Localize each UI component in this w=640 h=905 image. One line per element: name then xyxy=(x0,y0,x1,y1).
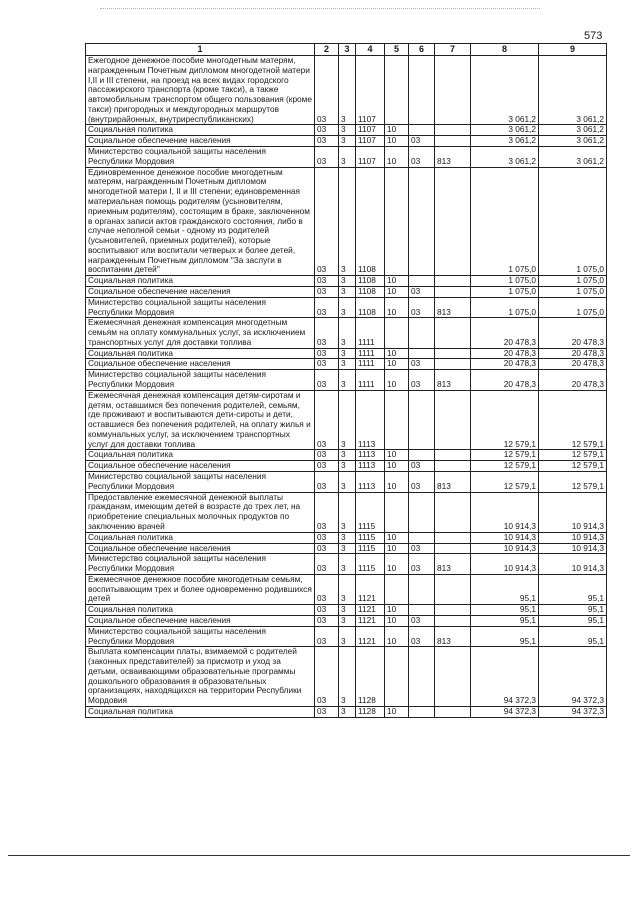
table-row xyxy=(86,472,607,493)
row-value-cell: 03 xyxy=(315,390,339,450)
row-name-cell: Министерство социальной защиты населения Республики Мордовия xyxy=(86,554,315,575)
row-value-cell: 10 xyxy=(385,707,409,718)
row-value-cell: 1111 xyxy=(356,370,385,391)
row-value-cell: 10 914,3 xyxy=(471,543,539,554)
row-value-cell xyxy=(435,359,471,370)
row-value-cell: 03 xyxy=(409,543,435,554)
table-row xyxy=(86,554,607,575)
row-value-cell: 1111 xyxy=(356,348,385,359)
row-value-cell: 03 xyxy=(315,707,339,718)
table-row xyxy=(86,390,607,450)
row-value-cell: 1111 xyxy=(356,318,385,348)
row-value-cell: 1108 xyxy=(356,286,385,297)
row-value-cell xyxy=(435,450,471,461)
row-value-cell: 3 061,2 xyxy=(539,147,607,168)
row-name-cell: Социальная политика xyxy=(86,605,315,616)
row-value-cell: 10 xyxy=(385,136,409,147)
row-value-cell: 813 xyxy=(435,554,471,575)
row-value-cell xyxy=(409,647,435,707)
row-name-cell: Ежемесячная денежная компенсация многодетным семьям на оплату коммунальных услуг, за исключением транспортных услуг для доставки топлива xyxy=(86,318,315,348)
row-value-cell xyxy=(409,167,435,276)
column-header: 2 xyxy=(315,44,339,56)
row-value-cell: 3 xyxy=(339,390,356,450)
row-value-cell: 10 914,3 xyxy=(471,492,539,532)
row-name-cell: Социальное обеспечение населения xyxy=(86,359,315,370)
row-value-cell: 03 xyxy=(409,286,435,297)
row-value-cell xyxy=(385,574,409,604)
table-row xyxy=(86,450,607,461)
row-value-cell: 95,1 xyxy=(471,605,539,616)
row-value-cell: 1115 xyxy=(356,492,385,532)
bottom-scan-rule xyxy=(8,855,630,856)
row-value-cell: 03 xyxy=(315,276,339,287)
row-value-cell: 94 372,3 xyxy=(471,707,539,718)
row-value-cell: 03 xyxy=(409,359,435,370)
row-value-cell: 3 xyxy=(339,359,356,370)
row-value-cell: 1108 xyxy=(356,297,385,318)
row-value-cell: 3 xyxy=(339,707,356,718)
row-value-cell: 03 xyxy=(315,543,339,554)
column-header: 1 xyxy=(86,44,315,56)
table-row xyxy=(86,647,607,707)
row-value-cell: 03 xyxy=(315,615,339,626)
row-value-cell xyxy=(435,167,471,276)
row-value-cell: 03 xyxy=(315,348,339,359)
row-value-cell: 03 xyxy=(315,532,339,543)
row-value-cell xyxy=(435,318,471,348)
row-value-cell: 20 478,3 xyxy=(471,318,539,348)
row-value-cell: 813 xyxy=(435,370,471,391)
row-value-cell: 1 075,0 xyxy=(471,297,539,318)
row-value-cell: 10 xyxy=(385,626,409,647)
row-value-cell: 1107 xyxy=(356,147,385,168)
row-value-cell xyxy=(409,450,435,461)
row-value-cell: 03 xyxy=(315,574,339,604)
row-value-cell: 12 579,1 xyxy=(471,472,539,493)
table-row xyxy=(86,605,607,616)
row-value-cell: 10 914,3 xyxy=(539,492,607,532)
row-value-cell: 12 579,1 xyxy=(539,472,607,493)
row-value-cell: 94 372,3 xyxy=(539,707,607,718)
table-row xyxy=(86,543,607,554)
row-value-cell xyxy=(435,136,471,147)
page-number: 573 xyxy=(584,30,603,42)
table-row xyxy=(86,56,607,125)
column-header: 6 xyxy=(409,44,435,56)
row-value-cell: 3 xyxy=(339,297,356,318)
row-value-cell: 95,1 xyxy=(539,626,607,647)
row-name-cell: Предоставление ежемесячной денежной выплаты гражданам, имеющим детей в возрасте до трех лет, на приобретение специальных молочных продуктов по заключению врачей xyxy=(86,492,315,532)
row-value-cell: 3 xyxy=(339,461,356,472)
row-value-cell: 3 xyxy=(339,147,356,168)
row-value-cell: 1107 xyxy=(356,136,385,147)
row-value-cell xyxy=(409,574,435,604)
row-value-cell: 3 xyxy=(339,125,356,136)
row-value-cell xyxy=(409,56,435,125)
row-value-cell: 3 xyxy=(339,450,356,461)
row-value-cell xyxy=(385,390,409,450)
row-value-cell: 03 xyxy=(409,626,435,647)
row-value-cell: 1 075,0 xyxy=(539,297,607,318)
row-name-cell: Социальная политика xyxy=(86,532,315,543)
row-value-cell: 3 xyxy=(339,615,356,626)
row-value-cell: 1107 xyxy=(356,56,385,125)
row-value-cell: 3 061,2 xyxy=(471,147,539,168)
row-value-cell: 03 xyxy=(409,370,435,391)
row-value-cell xyxy=(435,492,471,532)
row-value-cell: 03 xyxy=(409,615,435,626)
table-row xyxy=(86,136,607,147)
row-value-cell: 10 914,3 xyxy=(539,554,607,575)
row-value-cell: 3 xyxy=(339,348,356,359)
table-row xyxy=(86,318,607,348)
row-value-cell: 1107 xyxy=(356,125,385,136)
row-value-cell xyxy=(435,543,471,554)
row-value-cell: 95,1 xyxy=(539,605,607,616)
table-row xyxy=(86,615,607,626)
row-value-cell: 20 478,3 xyxy=(539,359,607,370)
row-value-cell: 3 061,2 xyxy=(539,56,607,125)
table-row xyxy=(86,532,607,543)
row-value-cell: 95,1 xyxy=(471,615,539,626)
row-value-cell: 3 061,2 xyxy=(471,125,539,136)
table-row xyxy=(86,125,607,136)
row-value-cell: 03 xyxy=(315,286,339,297)
table-body xyxy=(86,56,607,718)
row-value-cell: 3 061,2 xyxy=(471,136,539,147)
row-value-cell: 1121 xyxy=(356,615,385,626)
row-value-cell: 3 xyxy=(339,472,356,493)
row-value-cell: 3 xyxy=(339,605,356,616)
row-name-cell: Министерство социальной защиты населения Республики Мордовия xyxy=(86,370,315,391)
row-value-cell: 3 xyxy=(339,318,356,348)
row-value-cell xyxy=(435,605,471,616)
row-value-cell: 10 xyxy=(385,461,409,472)
row-value-cell xyxy=(409,605,435,616)
row-name-cell: Ежемесячное денежное пособие многодетным семьям, воспитывающим трех и более одновременно родившихся детей xyxy=(86,574,315,604)
row-value-cell: 1113 xyxy=(356,472,385,493)
row-value-cell xyxy=(409,125,435,136)
row-value-cell: 03 xyxy=(315,450,339,461)
table-row xyxy=(86,276,607,287)
row-value-cell: 1121 xyxy=(356,605,385,616)
row-value-cell: 03 xyxy=(315,297,339,318)
row-value-cell: 10 914,3 xyxy=(539,543,607,554)
row-name-cell: Социальное обеспечение населения xyxy=(86,461,315,472)
row-value-cell xyxy=(435,574,471,604)
row-value-cell: 1115 xyxy=(356,543,385,554)
row-value-cell xyxy=(409,707,435,718)
row-value-cell: 94 372,3 xyxy=(471,647,539,707)
row-name-cell: Социальная политика xyxy=(86,276,315,287)
row-name-cell: Социальная политика xyxy=(86,348,315,359)
row-name-cell: Министерство социальной защиты населения Республики Мордовия xyxy=(86,147,315,168)
row-value-cell: 20 478,3 xyxy=(471,370,539,391)
table-row xyxy=(86,297,607,318)
row-value-cell xyxy=(435,615,471,626)
row-value-cell xyxy=(409,532,435,543)
row-value-cell: 3 061,2 xyxy=(539,125,607,136)
row-value-cell: 3 061,2 xyxy=(539,136,607,147)
row-value-cell: 1113 xyxy=(356,461,385,472)
row-value-cell: 20 478,3 xyxy=(471,359,539,370)
row-value-cell: 10 xyxy=(385,605,409,616)
row-value-cell: 95,1 xyxy=(471,574,539,604)
table-row xyxy=(86,359,607,370)
row-value-cell: 95,1 xyxy=(539,615,607,626)
row-value-cell: 10 xyxy=(385,472,409,493)
row-value-cell xyxy=(385,492,409,532)
row-value-cell: 3 xyxy=(339,370,356,391)
row-value-cell: 03 xyxy=(409,472,435,493)
row-value-cell xyxy=(435,276,471,287)
row-value-cell: 12 579,1 xyxy=(471,450,539,461)
table-row xyxy=(86,167,607,276)
row-value-cell xyxy=(435,56,471,125)
row-value-cell: 1121 xyxy=(356,574,385,604)
row-value-cell: 03 xyxy=(315,147,339,168)
row-value-cell: 95,1 xyxy=(539,574,607,604)
row-value-cell: 1 075,0 xyxy=(539,286,607,297)
row-value-cell: 10 xyxy=(385,125,409,136)
row-value-cell: 10 xyxy=(385,297,409,318)
row-value-cell: 03 xyxy=(315,461,339,472)
row-value-cell: 03 xyxy=(409,147,435,168)
table-row xyxy=(86,461,607,472)
row-value-cell: 03 xyxy=(315,647,339,707)
row-name-cell: Министерство социальной защиты населения Республики Мордовия xyxy=(86,626,315,647)
row-value-cell: 3 xyxy=(339,56,356,125)
row-value-cell: 03 xyxy=(315,605,339,616)
row-value-cell: 20 478,3 xyxy=(471,348,539,359)
row-value-cell xyxy=(385,647,409,707)
row-value-cell: 1115 xyxy=(356,554,385,575)
row-value-cell: 813 xyxy=(435,472,471,493)
column-header: 7 xyxy=(435,44,471,56)
row-value-cell: 1111 xyxy=(356,359,385,370)
row-value-cell xyxy=(409,492,435,532)
row-value-cell: 813 xyxy=(435,297,471,318)
row-value-cell: 12 579,1 xyxy=(539,450,607,461)
row-value-cell: 1113 xyxy=(356,390,385,450)
row-value-cell: 94 372,3 xyxy=(539,647,607,707)
row-value-cell: 10 xyxy=(385,370,409,391)
column-header: 5 xyxy=(385,44,409,56)
budget-table xyxy=(85,43,607,718)
row-value-cell: 10 xyxy=(385,532,409,543)
row-value-cell: 1 075,0 xyxy=(471,286,539,297)
row-name-cell: Социальное обеспечение населения xyxy=(86,286,315,297)
row-value-cell: 10 914,3 xyxy=(471,554,539,575)
row-value-cell: 813 xyxy=(435,147,471,168)
row-value-cell xyxy=(385,56,409,125)
table-header-row xyxy=(86,44,607,56)
row-value-cell: 10 xyxy=(385,286,409,297)
row-value-cell xyxy=(409,318,435,348)
row-value-cell xyxy=(435,390,471,450)
row-value-cell: 10 xyxy=(385,147,409,168)
row-value-cell: 03 xyxy=(315,359,339,370)
row-value-cell: 03 xyxy=(315,472,339,493)
row-value-cell: 03 xyxy=(315,56,339,125)
row-value-cell: 03 xyxy=(315,492,339,532)
row-value-cell: 1108 xyxy=(356,276,385,287)
row-value-cell: 3 xyxy=(339,554,356,575)
row-value-cell: 1 075,0 xyxy=(539,167,607,276)
row-value-cell: 1 075,0 xyxy=(539,276,607,287)
row-value-cell: 03 xyxy=(315,125,339,136)
top-scan-rule xyxy=(100,8,540,9)
row-value-cell: 03 xyxy=(315,318,339,348)
row-value-cell: 1113 xyxy=(356,450,385,461)
row-value-cell: 10 xyxy=(385,543,409,554)
row-value-cell: 20 478,3 xyxy=(539,348,607,359)
row-value-cell: 12 579,1 xyxy=(539,461,607,472)
row-value-cell: 1 075,0 xyxy=(471,276,539,287)
row-value-cell: 1115 xyxy=(356,532,385,543)
table-row xyxy=(86,626,607,647)
row-value-cell: 12 579,1 xyxy=(471,390,539,450)
row-value-cell xyxy=(409,276,435,287)
table-row xyxy=(86,707,607,718)
row-value-cell: 3 xyxy=(339,543,356,554)
row-value-cell: 1121 xyxy=(356,626,385,647)
row-name-cell: Ежемесячная денежная компенсация детям-сиротам и детям, оставшимся без попечения родителей, семьям, где проживают и воспитываются дети-сироты и дети, оставшиеся без попечения родителей, на оплату жилья и коммунальных услуг, за исключением транспортных услуг для доставки топлива xyxy=(86,390,315,450)
row-value-cell: 3 xyxy=(339,167,356,276)
row-value-cell: 3 xyxy=(339,276,356,287)
row-value-cell: 3 xyxy=(339,492,356,532)
row-value-cell: 1128 xyxy=(356,707,385,718)
row-value-cell xyxy=(409,348,435,359)
column-header: 3 xyxy=(339,44,356,56)
row-value-cell xyxy=(435,532,471,543)
row-value-cell xyxy=(435,461,471,472)
row-value-cell: 12 579,1 xyxy=(471,461,539,472)
row-value-cell: 10 xyxy=(385,450,409,461)
row-value-cell: 10 xyxy=(385,276,409,287)
row-value-cell: 3 xyxy=(339,136,356,147)
table-row xyxy=(86,574,607,604)
row-value-cell: 3 xyxy=(339,532,356,543)
table-row xyxy=(86,286,607,297)
row-value-cell: 10 xyxy=(385,615,409,626)
row-value-cell: 3 061,2 xyxy=(471,56,539,125)
row-name-cell: Социальная политика xyxy=(86,450,315,461)
column-header: 4 xyxy=(356,44,385,56)
row-name-cell: Социальное обеспечение населения xyxy=(86,543,315,554)
row-value-cell: 20 478,3 xyxy=(539,318,607,348)
row-value-cell xyxy=(435,707,471,718)
column-header: 8 xyxy=(471,44,539,56)
row-value-cell: 03 xyxy=(315,370,339,391)
row-value-cell xyxy=(409,390,435,450)
row-value-cell: 10 xyxy=(385,359,409,370)
row-value-cell: 03 xyxy=(315,554,339,575)
row-value-cell: 3 xyxy=(339,574,356,604)
row-value-cell: 03 xyxy=(409,297,435,318)
row-value-cell xyxy=(435,286,471,297)
row-value-cell xyxy=(385,167,409,276)
row-value-cell xyxy=(435,647,471,707)
row-value-cell: 3 xyxy=(339,286,356,297)
column-header: 9 xyxy=(539,44,607,56)
row-value-cell xyxy=(385,318,409,348)
row-name-cell: Выплата компенсации платы, взимаемой с родителей (законных представителей) за присмотр и уход за детьми, осваивающими образовательные программы дошкольного образования в образовательных организациях, находящихся на территории Республики Мордовия xyxy=(86,647,315,707)
row-name-cell: Ежегодное денежное пособие многодетным матерям, награжденным Почетным дипломом многодетной матери I,II и III степени, на проезд на всех видах городского пассажирского транспорта (кроме такси), а также автомобильным транспортом общего пользования (кроме такси) пригородных и междугородных маршрутов (внутрирайонных, внутриреспубликанских) xyxy=(86,56,315,125)
table-row xyxy=(86,147,607,168)
row-value-cell: 10 xyxy=(385,554,409,575)
row-value-cell: 20 478,3 xyxy=(539,370,607,391)
row-name-cell: Социальное обеспечение населения xyxy=(86,136,315,147)
row-value-cell: 1108 xyxy=(356,167,385,276)
row-value-cell xyxy=(435,125,471,136)
row-name-cell: Министерство социальной защиты населения Республики Мордовия xyxy=(86,472,315,493)
row-name-cell: Социальная политика xyxy=(86,707,315,718)
row-name-cell: Министерство социальной защиты населения Республики Мордовия xyxy=(86,297,315,318)
table-row xyxy=(86,492,607,532)
table-row xyxy=(86,370,607,391)
row-value-cell: 10 914,3 xyxy=(539,532,607,543)
row-value-cell: 1128 xyxy=(356,647,385,707)
row-value-cell: 03 xyxy=(409,136,435,147)
row-value-cell: 03 xyxy=(409,554,435,575)
row-name-cell: Социальное обеспечение населения xyxy=(86,615,315,626)
row-value-cell: 10 914,3 xyxy=(471,532,539,543)
row-value-cell: 12 579,1 xyxy=(539,390,607,450)
row-value-cell: 3 xyxy=(339,626,356,647)
row-value-cell: 813 xyxy=(435,626,471,647)
row-value-cell xyxy=(435,348,471,359)
row-value-cell: 95,1 xyxy=(471,626,539,647)
row-value-cell: 03 xyxy=(315,167,339,276)
row-value-cell: 3 xyxy=(339,647,356,707)
row-value-cell: 03 xyxy=(409,461,435,472)
row-name-cell: Социальная политика xyxy=(86,125,315,136)
row-value-cell: 03 xyxy=(315,136,339,147)
row-value-cell: 10 xyxy=(385,348,409,359)
table-row xyxy=(86,348,607,359)
row-value-cell: 03 xyxy=(315,626,339,647)
row-value-cell: 1 075,0 xyxy=(471,167,539,276)
row-name-cell: Единовременное денежное пособие многодетным матерям, награжденным Почетным дипломом многодетной матери I, II и III степени; единовременная материальная помощь родителям (усыновителям, приемным родителям), состоящим в браке, заключенном в органах записи актов гражданского состояния, либо в случае неполной семьи - одному из родителей (усыновителей, приемных родителей), которые воспитывают или воспитали четверых и более детей, награжденным Почетным дипломом "За заслуги в воспитании детей" xyxy=(86,167,315,276)
